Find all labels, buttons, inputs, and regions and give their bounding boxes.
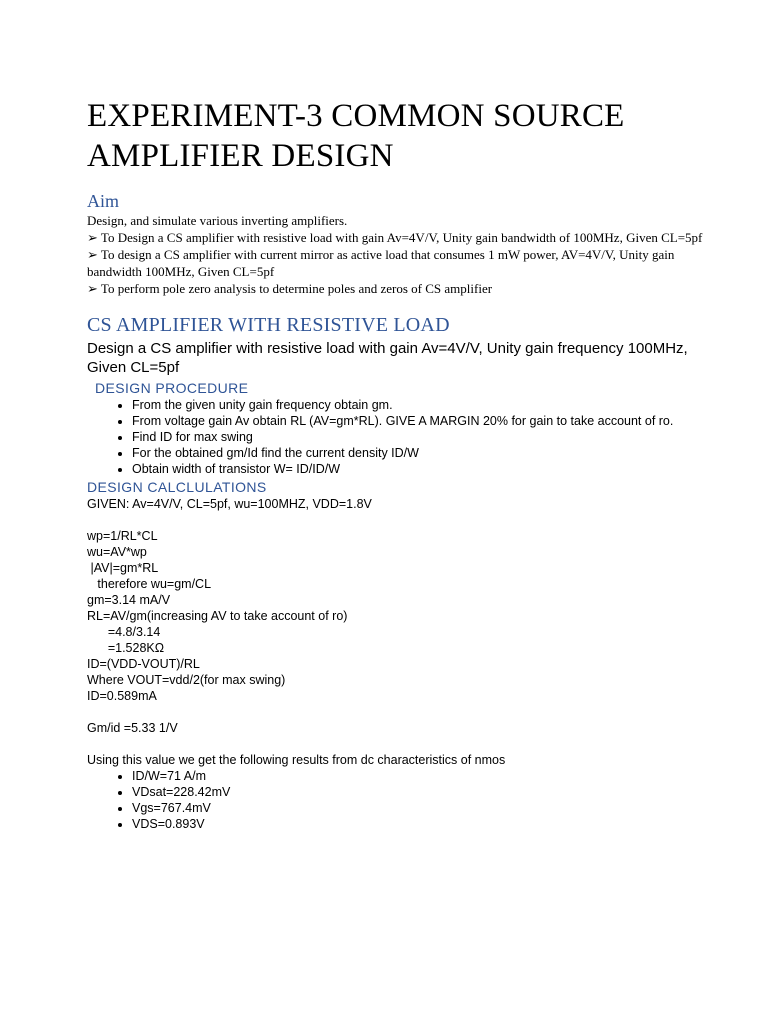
calc-line: |AV|=gm*RL	[87, 561, 159, 575]
procedure-item: • For the obtained gm/Id find the current density ID/W	[132, 445, 727, 461]
calc-line	[87, 704, 727, 720]
aim-item: ➢ To Design a CS amplifier with resistive load with gain Av=4V/V, Unity gain bandwidth of 100MHz, Given CL=5pf	[87, 230, 703, 245]
calc-line: RL=AV/gm(increasing AV to take account of ro)	[87, 609, 348, 623]
calc-line: Using this value we get the following results from dc characteristics of nmos	[87, 753, 506, 767]
calculations-heading: DESIGN CALCLULATIONS	[87, 479, 267, 495]
section-intro: Design a CS amplifier with resistive load with gain Av=4V/V, Unity gain frequency 100MHz, Given CL=5pf	[87, 340, 688, 376]
result-item: • ID/W=71 A/m	[132, 768, 727, 784]
procedure-item: • From voltage gain Av obtain RL (AV=gm*RL). GIVE A MARGIN 20% for gain to take account of ro.	[132, 413, 727, 429]
calc-line: Where VOUT=vdd/2(for max swing)	[87, 673, 286, 687]
calculations-body	[87, 496, 727, 768]
aim-item: ➢ To perform pole zero analysis to determine poles and zeros of CS amplifier	[87, 281, 493, 296]
result-item: • VDS=0.893V	[132, 816, 727, 832]
document-page	[87, 96, 727, 832]
calc-line: ID=(VDD-VOUT)/RL	[87, 657, 200, 671]
calc-line: gm=3.14 mA/V	[87, 593, 171, 607]
calc-line	[87, 736, 727, 752]
procedure-item: • Find ID for max swing	[132, 429, 727, 445]
calc-line: =1.528KΩ	[87, 641, 165, 655]
calc-line: wp=1/RL*CL	[87, 529, 158, 543]
aim-intro: Design, and simulate various inverting amplifiers.	[87, 213, 348, 228]
calc-line: Gm/id =5.33 1/V	[87, 721, 178, 735]
document-title	[87, 96, 727, 176]
result-item: • Vgs=767.4mV	[132, 800, 727, 816]
calc-line	[87, 512, 727, 528]
procedure-item: • From the given unity gain frequency obtain gm.	[132, 397, 727, 413]
calc-line: =4.8/3.14	[87, 625, 161, 639]
aim-list	[87, 229, 727, 297]
title-line-2: AMPLIFIER DESIGN	[87, 138, 394, 174]
calc-line: GIVEN: Av=4V/V, CL=5pf, wu=100MHZ, VDD=1.8V	[87, 497, 372, 511]
aim-item: ➢ To design a CS amplifier with current mirror as active load that consumes 1 mW power, AV=4V/V, Unity gain bandwidth 100MHz, Given CL=5pf	[87, 247, 675, 279]
procedure-list	[87, 397, 727, 477]
section-heading: CS AMPLIFIER WITH RESISTIVE LOAD	[87, 314, 450, 336]
title-line-1: EXPERIMENT-3 COMMON SOURCE	[87, 98, 625, 134]
procedure-item: • Obtain width of transistor W= ID/ID/W	[132, 461, 727, 477]
results-list	[87, 768, 727, 832]
calc-line: therefore wu=gm/CL	[87, 577, 212, 591]
result-item: • VDsat=228.42mV	[132, 784, 727, 800]
calc-line: wu=AV*wp	[87, 545, 147, 559]
aim-heading: Aim	[87, 191, 120, 211]
procedure-heading: DESIGN PROCEDURE	[95, 380, 249, 396]
calc-line: ID=0.589mA	[87, 689, 157, 703]
